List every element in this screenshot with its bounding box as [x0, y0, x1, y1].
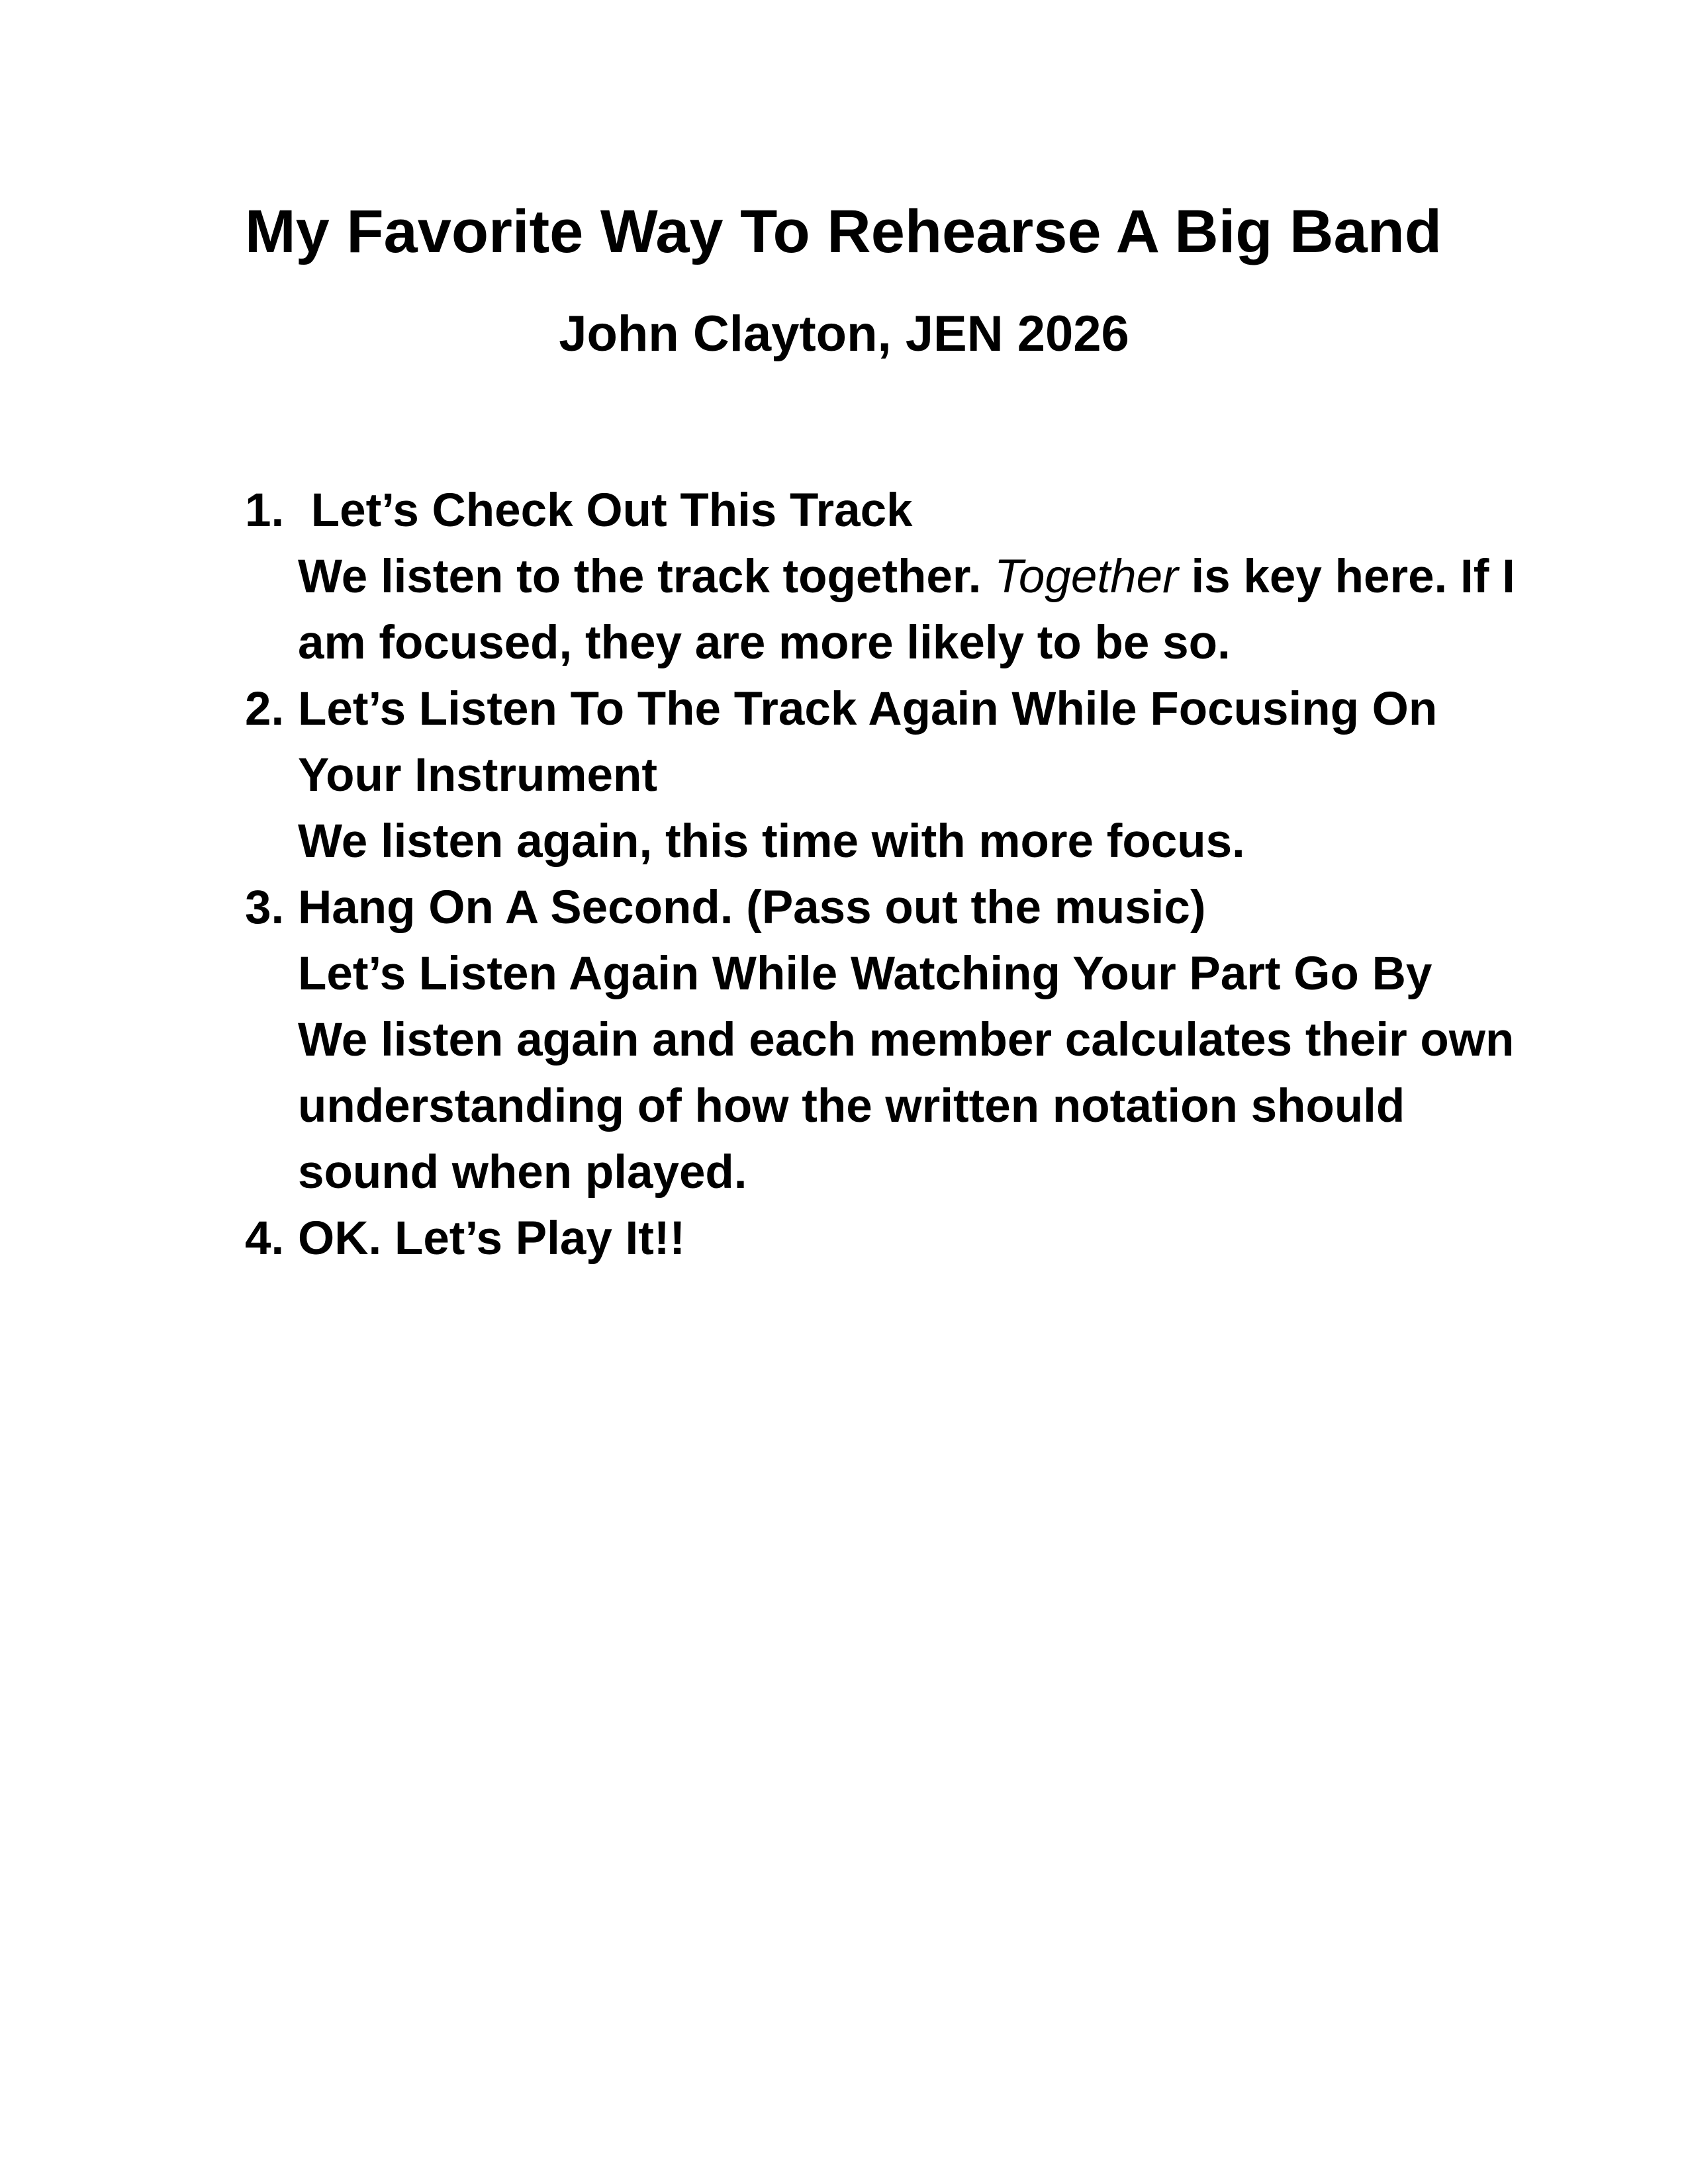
step-heading: OK. Let’s Play It!!	[298, 1212, 686, 1265]
step-description	[298, 544, 1523, 676]
step-4	[245, 1206, 1523, 1272]
step-1	[245, 478, 1523, 676]
step-number: 3.	[245, 882, 285, 934]
step-number: 1.	[245, 484, 285, 537]
step-description-before: We listen to the track together.	[298, 551, 995, 603]
step-description: We listen again, this time with more focus.	[298, 815, 1245, 868]
emphasis-word: Together	[994, 551, 1178, 603]
rehearsal-steps-list	[245, 478, 1523, 1272]
document-subtitle: John Clayton, JEN 2026	[559, 306, 1129, 362]
step-number: 4.	[245, 1212, 285, 1265]
step-description: We listen again and each member calculates their own understanding of how the written notation should sound when played.	[298, 1014, 1515, 1199]
step-number: 2.	[245, 683, 285, 735]
step-heading: Hang On A Second. (Pass out the music)	[298, 882, 1206, 934]
step-3	[245, 875, 1523, 1206]
step-heading: Let’s Check Out This Track	[298, 484, 913, 537]
document-title: My Favorite Way To Rehearse A Big Band	[245, 198, 1442, 265]
step-description-after: is key here. If I am focused, they are more likely to be so.	[298, 551, 1515, 669]
step-subheading: Let’s Listen Again While Watching Your Part Go By	[298, 948, 1432, 1000]
step-heading: Let’s Listen To The Track Again While Focusing On Your Instrument	[298, 683, 1438, 801]
step-2	[245, 676, 1523, 875]
